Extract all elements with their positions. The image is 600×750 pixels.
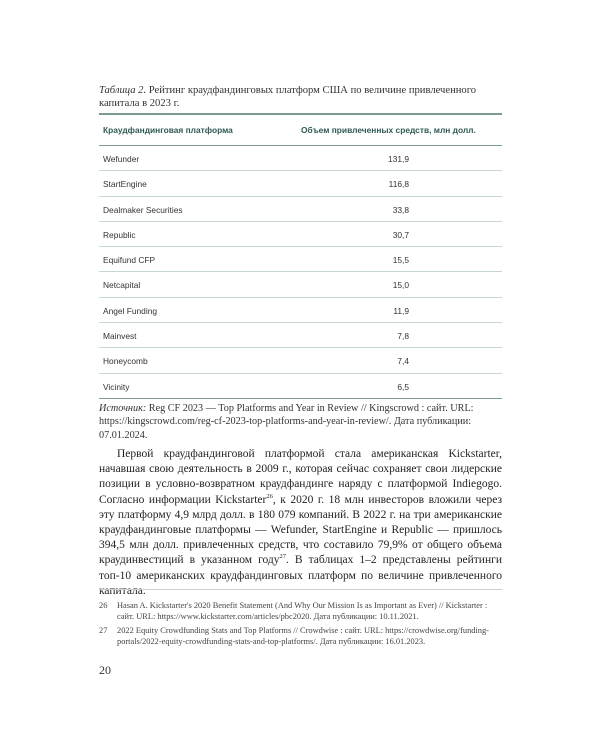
platform-name: Dealmaker Securities — [103, 204, 183, 215]
platform-value: 116,8 — [388, 179, 409, 190]
footnote-ref-27[interactable]: 27 — [279, 553, 287, 561]
platform-ranking-table — [99, 113, 502, 399]
table-row — [99, 348, 502, 373]
footnote-text: Hasan A. Kickstarter's 2020 Benefit Statement (And Why Our Mission Is as Important as Ever) // Kickstarter : сайт. URL: https://www.kickstarter.com/articles/pbc2020. Дата публикации: 10.11.2021. — [117, 601, 488, 622]
table-row — [99, 374, 502, 399]
platform-name: Equifund CFP — [103, 255, 156, 266]
footnote-number: 26 — [99, 601, 108, 610]
table-row — [99, 146, 502, 171]
platform-value: 30,7 — [392, 229, 409, 240]
table-row — [99, 197, 502, 222]
platform-name: Netcapital — [103, 280, 141, 291]
body-part-1: Первой краудфандинговой платформой стала американская Kickstarter, начавшая свою деятельность в 2009 г., которая сейчас сохраняет свои лидерские позиции в условно-возвратном краудфандинге наряду с платформой Indiegogo. Согласно информации Kickstarter — [99, 448, 502, 506]
table-row — [99, 222, 502, 247]
platform-value: 7,8 — [397, 331, 409, 342]
header-platform: Краудфандинговая платформа — [103, 125, 233, 135]
table-row — [99, 272, 502, 297]
header-amount: Объем привлеченных средств, млн долл. — [301, 125, 476, 135]
footnote-26 — [99, 600, 502, 622]
table-row — [99, 323, 502, 348]
table-row — [99, 171, 502, 196]
platform-value: 6,5 — [397, 381, 409, 392]
platform-name: Honeycomb — [103, 356, 148, 367]
source-label: Источник: — [99, 403, 147, 414]
platform-name: StartEngine — [103, 179, 147, 190]
footnote-text: 2022 Equity Crowdfunding Stats and Top Platforms // Crowdwise : сайт. URL: https://crowdwise.org/funding-portals/2022-equity-crowdfunding-stats-and-top-platforms/. Дата публикации: 16.01.2023. — [117, 626, 489, 647]
platform-value: 7,4 — [397, 356, 409, 367]
footnote-number: 27 — [99, 626, 108, 635]
platform-value: 11,9 — [393, 305, 409, 316]
footnote-27 — [99, 625, 502, 647]
platform-name: Republic — [103, 229, 136, 240]
table-source — [99, 402, 502, 442]
platform-value: 15,5 — [392, 255, 409, 266]
footnote-divider — [99, 589, 502, 590]
platform-name: Wefunder — [103, 154, 140, 164]
body-part-3: . В таблицах 1–2 представлены рейтинги топ-10 американских краудфандинговых платформ по величине привлеченного капитала. — [99, 554, 502, 597]
table-header — [99, 115, 502, 146]
platform-value: 131,9 — [388, 154, 409, 164]
page-number: 20 — [99, 663, 111, 677]
source-text: Reg CF 2023 — Top Platforms and Year in Review // Kingscrowd : сайт. URL: https://kingscrowd.com/reg-cf-2023-top-platforms-and-year-in-review/. Дата публикации: 07.01.2024. — [99, 403, 474, 441]
table-row — [99, 247, 502, 272]
table-caption — [99, 84, 502, 110]
platform-name: Mainvest — [103, 331, 137, 342]
body-part-2: , к 2020 г. 18 млн инвесторов вложили через эту платформу 4,9 млрд долл. в 180 079 компаний. В 2022 г. на три американские краудфандинговые платформы — Wefunder, StartEngine и Republic — пришлось 394,5 млн долл. привлеченных средств, что составило 79,9% от общего объема краудинвестиций в указанном году — [99, 493, 502, 567]
caption-text: Рейтинг краудфандинговых платформ США по величине привлеченного капитала в 2023 г. — [99, 85, 477, 109]
platform-name: Angel Funding — [103, 305, 158, 316]
platform-name: Vicinity — [103, 381, 130, 392]
body-paragraph — [99, 447, 502, 599]
table-row — [99, 298, 502, 323]
platform-value: 33,8 — [392, 204, 409, 215]
caption-label: Таблица 2. — [99, 85, 147, 96]
footnote-ref-26[interactable]: 26 — [266, 492, 273, 500]
platform-value: 15,0 — [392, 280, 409, 291]
